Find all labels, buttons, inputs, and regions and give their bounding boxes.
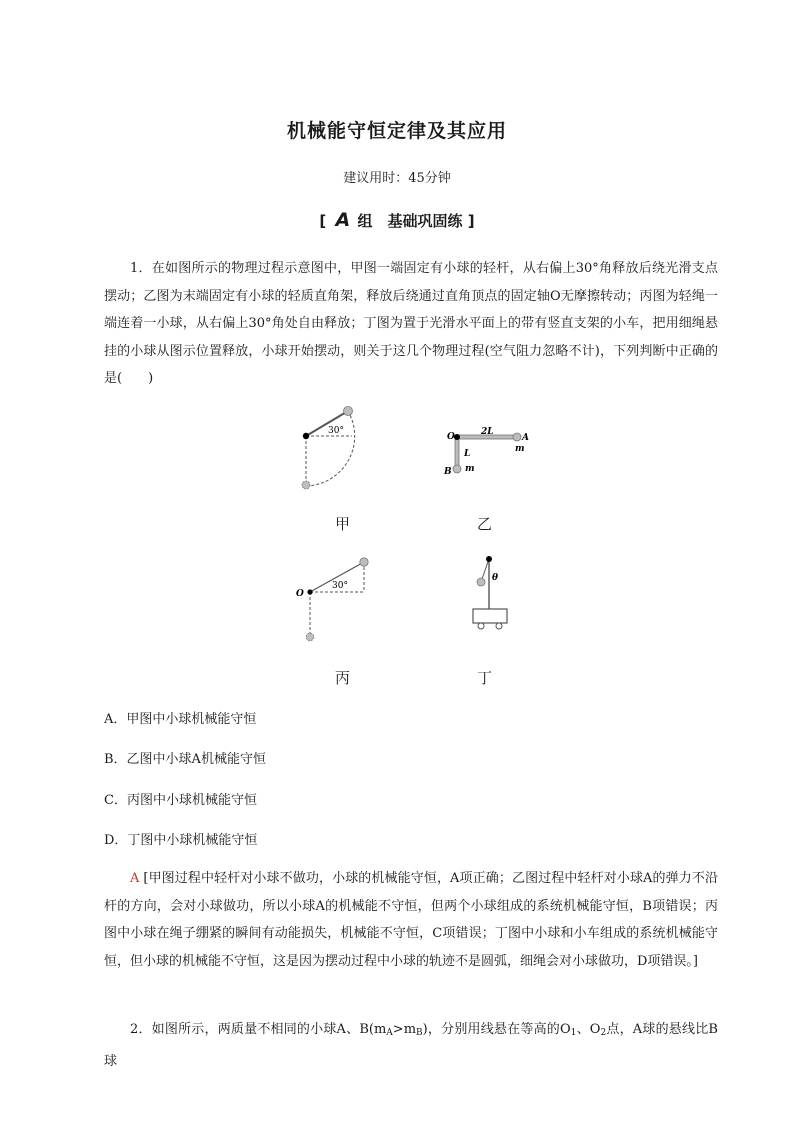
question-1-text: 1．在如图所示的物理过程示意图中，甲图一端固定有小球的轻杆，从右偏上30°角释放后绕光滑支点摆动；乙图为末端固定有小球的轻质直角架，释放后绕通过直角顶点的固定轴O无摩擦转动；丙图为轻绳一端连着一小球，从右偏上30°角处自由释放；丁图为置于光滑水平面上的带有竖直支架的小车，把用细绳悬挂的小球从图示位置释放，小球开始摆动，则关于这几个物理过程(空气阻力忽略不计)，下列判断中正确的是( ) (104, 261, 718, 386)
figure-jia-caption: 甲 (335, 515, 351, 533)
figure-bing-caption: 丙 (335, 669, 351, 687)
question-2-text (104, 1016, 718, 1075)
q2-sub-2: 2 (600, 1028, 607, 1038)
q2-part4: 、O (576, 1022, 601, 1037)
figure-yi-caption: 乙 (477, 515, 493, 533)
q2-sub-b: B (416, 1028, 423, 1038)
q2-part1: 2．如图所示，两质量不相同的小球A、B(m (130, 1022, 387, 1037)
option-b: B．乙图中小球A机械能守恒 (104, 752, 266, 767)
option-c: C．丙图中小球机械能守恒 (104, 793, 257, 808)
yi-label-B: B (444, 467, 452, 477)
q2-part3: )，分别用线悬在等高的O (422, 1022, 571, 1037)
q2-sub-1: 1 (570, 1028, 577, 1038)
ding-angle-label: θ (492, 573, 499, 583)
option-d: D．丁图中小球机械能守恒 (104, 833, 258, 848)
answer-1-text: [甲图过程中轻杆对小球不做功，小球的机械能守恒，A项正确；乙图过程中轻杆对小球A的弹力不沿杆的方向，会对小球做功，所以小球A的机械能不守恒，但两个小球组成的系统机械能守恒，B项错误；丙图中小球在绳子绷紧的瞬间有动能损失，机械能不守恒，C项错误；丁图中小球和小车组成的系统机械能守恒，但小球的机械能不守恒，这是因为摆动过程中小球的轨迹不是圆弧，细绳会对小球做功，D项错误。] (104, 871, 718, 969)
figure-bing (293, 555, 378, 645)
yi-label-O: O (447, 432, 455, 442)
q2-part2: >m (392, 1022, 417, 1037)
suggested-time: 建议用时：45分钟 (343, 171, 451, 186)
yi-label-2L: 2L (481, 427, 494, 437)
bracket-right: ] (467, 212, 475, 230)
figure-yi (440, 425, 540, 480)
yi-label-L: L (464, 449, 471, 459)
group-badge: A (335, 209, 351, 231)
option-a: A．甲图中小球机械能守恒 (104, 712, 257, 727)
jia-angle-label: 30° (328, 426, 344, 436)
yi-label-m-a: m (515, 444, 525, 454)
group-heading (0, 209, 794, 231)
bing-label-O: O (296, 589, 304, 599)
figure-ding-caption: 丁 (477, 669, 493, 687)
q2-sub-a: A (386, 1028, 393, 1038)
bracket-left: [ (319, 212, 327, 230)
yi-label-A: A (522, 433, 529, 443)
q2-part5: 点，A球的悬线比B球 (104, 1022, 718, 1069)
answer-1 (104, 865, 718, 975)
yi-label-m-b: m (465, 464, 475, 474)
bing-angle-label: 30° (332, 581, 348, 591)
answer-key: A (130, 871, 140, 886)
figure-ding (465, 550, 515, 630)
figure-jia (290, 400, 370, 495)
page-title: 机械能守恒定律及其应用 (286, 120, 507, 142)
group-label: 组 基础巩固练 (357, 212, 463, 230)
